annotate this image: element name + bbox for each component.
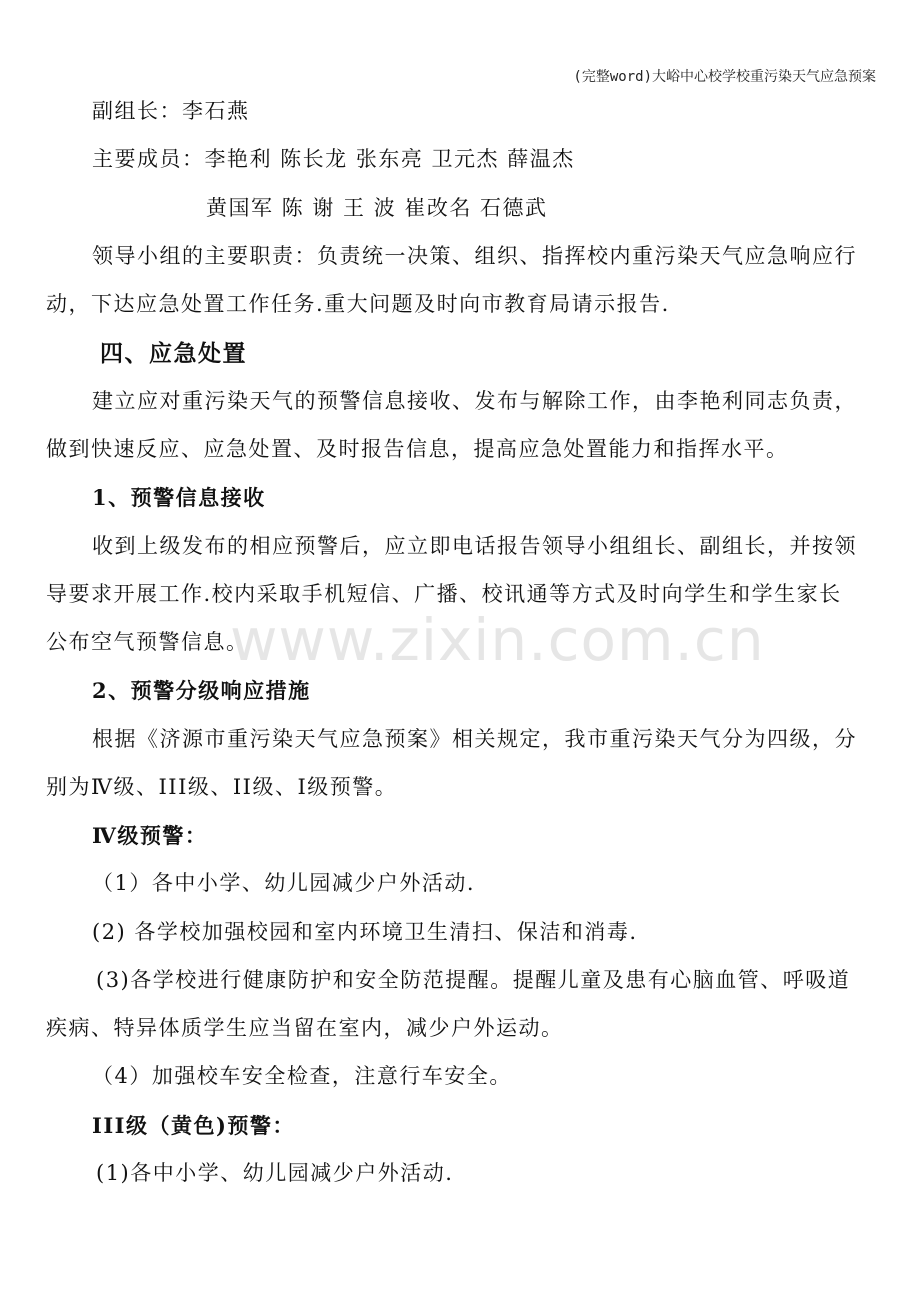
members-line-2: 黄国军 陈 谢 王 波 崔改名 石德武 <box>206 196 548 220</box>
level-4-item-3-line-2: 疾病、特异体质学生应当留在室内，减少户外运动。 <box>46 1016 564 1040</box>
subheading-2: 2、预警分级响应措施 <box>92 678 311 703</box>
vice-leader-line: 副组长：李石燕 <box>92 99 250 123</box>
level-4-item-4: （4）加强校车安全检查，注意行车安全。 <box>92 1064 512 1088</box>
subheading-1: 1、预警信息接收 <box>92 485 266 510</box>
members-line-1: 主要成员：李艳利 陈长龙 张东亮 卫元杰 薛温杰 <box>92 147 575 171</box>
section-heading-4: 四、应急处置 <box>100 340 247 367</box>
level-4-item-2: (2) 各学校加强校园和室内环境卫生清扫、保洁和消毒. <box>92 920 638 944</box>
emergency-paragraph-line-2: 做到快速反应、应急处置、及时报告信息，提高应急处置能力和指挥水平。 <box>46 437 789 461</box>
level-4-item-1: （1）各中小学、幼儿园减少户外活动. <box>92 871 476 895</box>
level-4-item-3-line-1: (3)各学校进行健康防护和安全防范提醒。提醒儿童及患有心脑血管、呼吸道 <box>96 968 851 992</box>
running-header: (完整word)大峪中心校学校重污染天气应急预案 <box>573 69 876 85</box>
levels-paragraph-line-1: 根据《济源市重污染天气应急预案》相关规定，我市重污染天气分为四级，分 <box>92 727 857 751</box>
receive-paragraph-line-1: 收到上级发布的相应预警后，应立即电话报告领导小组组长、副组长，并按领 <box>92 534 857 558</box>
level-3-item-1: (1)各中小学、幼儿园减少户外活动. <box>96 1161 454 1185</box>
duties-paragraph-line-2: 动，下达应急处置工作任务.重大问题及时向市教育局请示报告. <box>46 292 670 316</box>
receive-paragraph-line-3: 公布空气预警信息。 <box>46 630 249 654</box>
levels-paragraph-line-2: 别为Ⅳ级、III级、II级、I级预警。 <box>46 775 398 799</box>
duties-paragraph-line-1: 领导小组的主要职责：负责统一决策、组织、指挥校内重污染天气应急响应行 <box>92 244 857 268</box>
level-3-heading: III级（黄色)预警： <box>92 1113 295 1138</box>
level-4-heading: Ⅳ级预警： <box>92 823 208 848</box>
watermark: www.zixin.com.cn <box>230 606 765 674</box>
receive-paragraph-line-2: 导要求开展工作.校内采取手机短信、广播、校讯通等方式及时向学生和学生家长 <box>46 582 842 606</box>
emergency-paragraph-line-1: 建立应对重污染天气的预警信息接收、发布与解除工作，由李艳利同志负责， <box>92 389 857 413</box>
